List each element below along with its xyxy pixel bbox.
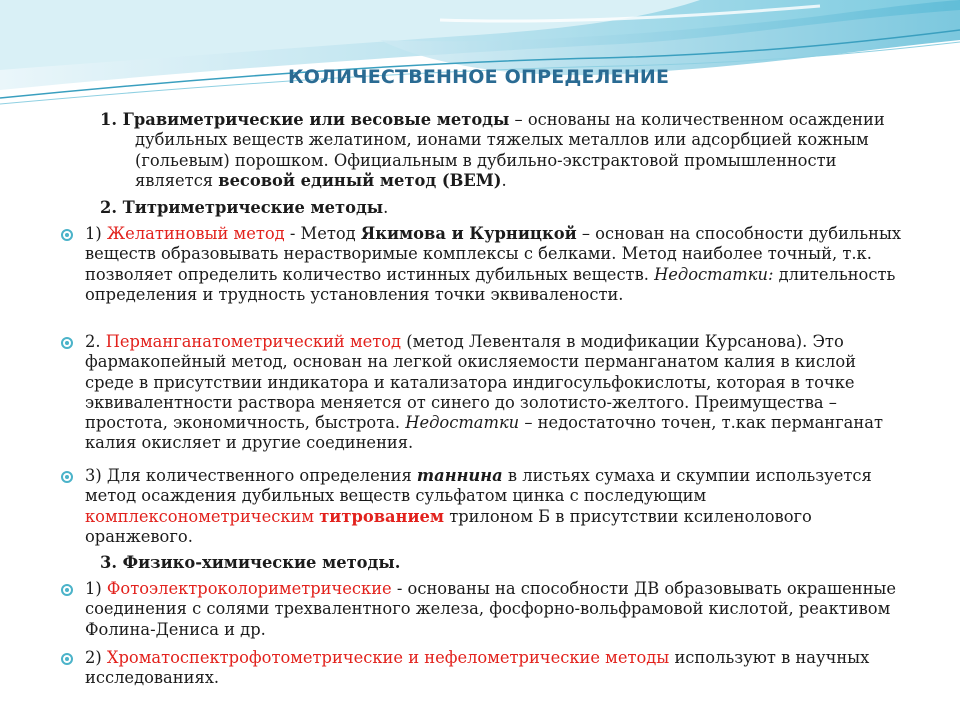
drawbacks-label: Недостатки (405, 413, 520, 433)
tannin-term: таннина (416, 466, 503, 485)
gelatin-method-name: Желатиновый метод (106, 224, 285, 243)
decorative-wave-header (0, 0, 960, 120)
authors-name: Якимова и Курницкой (360, 224, 577, 243)
list-item-photometric-method: 1) Фотоэлектроколориметрические - основаны на способности ДВ образовывать окрашенные соединения с солями трехвалентного железа, фосфорно-вольфрамовой кислотой, реактивом Фолина-Дениса и др. (85, 579, 897, 639)
bullet-icon (61, 229, 73, 241)
complexonometric-term: комплексонометрическим (85, 506, 315, 526)
section-physchem-heading: 3. Физико-химические методы. (100, 553, 401, 572)
bullet-icon (61, 653, 73, 665)
slide-title: КОЛИЧЕСТВЕННОЕ ОПРЕДЕЛЕНИЕ (288, 66, 670, 88)
bullet-icon (61, 337, 73, 349)
list-item-permanganate-method: 2. Перманганатометрический метод (метод Левенталя в модификации Курсанова). Это фармакопейный метод, основан на легкой окисляемости перманганатом калия в кислой среде в присутствии индикатора и катализатора индигосульфокислоты, которая в точке эквивалентности раствора меняется от синего до золотисто-желтого. Преимущества – простота, экономичность, быстрота. Недостатки – недостаточно точен, т.как перманганат калия окисляет и другие соединения. (85, 332, 883, 453)
chromatospectro-method-name: Хроматоспектрофотометрические и нефелометрические методы (106, 648, 670, 667)
bullet-icon (61, 584, 73, 596)
list-item-chromatospectro-method: 2) Хроматоспектрофотометрические и нефелометрические методы используют в научных исследованиях. (85, 648, 870, 688)
section-titrimetric-heading: 2. Титриметрические методы. (100, 198, 389, 217)
bullet-icon (61, 471, 73, 483)
photometric-method-name: Фотоэлектроколориметрические (106, 579, 392, 598)
gravimetric-heading: 1. Гравиметрические или весовые методы (100, 110, 510, 129)
drawbacks-label: Недостатки: (654, 264, 774, 284)
titration-term: титрованием (319, 506, 445, 526)
list-item-tannin-method: 3) Для количественного определения таннина в листьях сумаха и скумпии используется метод осаждения дубильных веществ сульфатом цинка с последующим комплексонометрическим титрованием трилоном Б в присутствии ксиленолового оранжевого. (85, 466, 872, 546)
section-gravimetric: 1. Гравиметрические или весовые методы – основаны на количественном осаждении дубильных веществ желатином, ионами тяжелых металлов или адсорбцией кожным (гольевым) порошком. Официальным в дубильно-экстрактовой промышленности является весовой единый метод (ВЕМ). (100, 110, 885, 190)
permanganate-method-name: Перманганатометрический метод (105, 332, 402, 351)
gravimetric-description: – основаны на количественном осаждении дубильных веществ желатином, ионами тяжелых металлов или адсорбцией кожным (гольевым) порошком. Официальным в дубильно-экстрактовой промышленности является (135, 110, 885, 190)
vem-method: весовой единый метод (ВЕМ) (218, 170, 502, 190)
list-item-gelatin-method: 1) Желатиновый метод - Метод Якимова и Курницкой – основан на способности дубильных веществ образовывать нерастворимые комплексы с белками. Метод наиболее точный, т.к. позволяет определить количество истинных дубильных веществ. Недостатки: длительность определения и трудность установления точки эквивалености. (85, 224, 902, 304)
